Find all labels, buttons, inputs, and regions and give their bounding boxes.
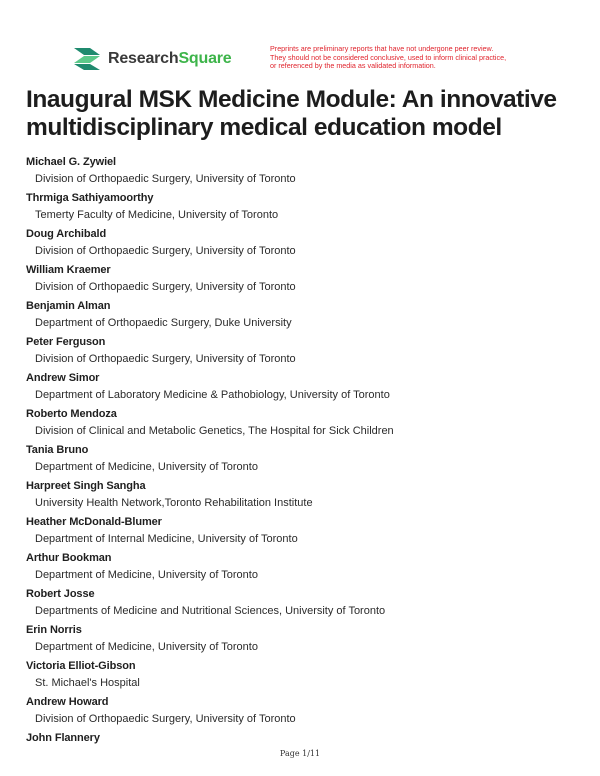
author-affiliation: Division of Orthopaedic Surgery, University of Toronto	[35, 353, 296, 365]
author-affiliation: Department of Medicine, University of Toronto	[35, 641, 258, 653]
logo-text-square: Square	[178, 50, 232, 67]
author-entry	[26, 225, 586, 261]
author-name: Tania Bruno	[26, 444, 89, 456]
author-entry	[26, 657, 586, 693]
author-name: Andrew Simor	[26, 372, 100, 384]
author-entry	[26, 477, 586, 513]
author-affiliation: Division of Orthopaedic Surgery, University of Toronto	[35, 173, 296, 185]
author-entry	[26, 693, 586, 729]
author-name: Michael G. Zywiel	[26, 156, 116, 168]
author-name: Erin Norris	[26, 624, 82, 636]
author-affiliation: Department of Medicine, University of Toronto	[35, 461, 258, 473]
author-affiliation: Department of Laboratory Medicine & Pathobiology, University of Toronto	[35, 389, 390, 401]
author-name: Doug Archibald	[26, 228, 107, 240]
author-entry	[26, 513, 586, 549]
author-name: Victoria Elliot-Gibson	[26, 660, 136, 672]
author-affiliation: Division of Orthopaedic Surgery, University of Toronto	[35, 281, 296, 293]
author-entry	[26, 405, 586, 441]
paper-title: Inaugural MSK Medicine Module: An innovative multidisciplinary medical education model	[26, 86, 557, 141]
preprint-disclaimer	[270, 45, 540, 71]
author-name: John Flannery	[26, 732, 100, 744]
author-affiliation: Departments of Medicine and Nutritional Sciences, University of Toronto	[35, 605, 386, 617]
research-square-logo[interactable]	[72, 47, 232, 71]
author-affiliation: Department of Medicine, University of Toronto	[35, 569, 258, 581]
disclaimer-line: Preprints are preliminary reports that have not undergone peer review.	[270, 44, 494, 53]
author-entry	[26, 369, 586, 405]
author-affiliation	[26, 746, 586, 748]
disclaimer-line: or referenced by the media as validated information.	[270, 61, 436, 71]
research-square-logo-icon	[72, 47, 102, 71]
author-entry	[26, 549, 586, 585]
author-name: Andrew Howard	[26, 696, 109, 708]
author-entry	[26, 621, 586, 657]
author-entry	[26, 189, 586, 225]
author-entry	[26, 153, 586, 189]
author-affiliation: University Health Network,Toronto Rehabilitation Institute	[35, 497, 313, 509]
disclaimer-line: They should not be considered conclusive, used to inform clinical practice,	[270, 52, 507, 62]
page-header	[0, 40, 600, 80]
author-name: Peter Ferguson	[26, 336, 106, 348]
author-affiliation: St. Michael's Hospital	[35, 677, 140, 689]
logo-text-research: Research	[108, 50, 179, 67]
author-entry	[26, 261, 586, 297]
author-name: Thrmiga Sathiyamoorthy	[26, 192, 154, 204]
author-entry	[26, 333, 586, 369]
author-name: William Kraemer	[26, 264, 111, 276]
author-affiliation: Division of Orthopaedic Surgery, University of Toronto	[35, 713, 296, 725]
author-name: Robert Josse	[26, 588, 95, 600]
page-number: Page 1/11	[279, 749, 321, 758]
author-name: Arthur Bookman	[26, 552, 112, 564]
author-affiliation: Division of Clinical and Metabolic Genetics, The Hospital for Sick Children	[35, 425, 394, 437]
author-affiliation: Department of Orthopaedic Surgery, Duke University	[35, 317, 292, 329]
author-name: Roberto Mendoza	[26, 408, 117, 420]
author-affiliation: Department of Internal Medicine, University of Toronto	[35, 533, 298, 545]
author-name: Benjamin Alman	[26, 300, 111, 312]
author-name: Heather McDonald-Blumer	[26, 516, 162, 528]
author-list	[26, 153, 586, 765]
author-entry	[26, 729, 586, 765]
author-entry	[26, 585, 586, 621]
author-affiliation: Division of Orthopaedic Surgery, University of Toronto	[35, 245, 296, 257]
author-name: Harpreet Singh Sangha	[26, 480, 146, 492]
logo-text	[108, 50, 232, 68]
author-affiliation: Temerty Faculty of Medicine, University of Toronto	[35, 209, 279, 221]
author-entry	[26, 441, 586, 477]
author-entry	[26, 297, 586, 333]
